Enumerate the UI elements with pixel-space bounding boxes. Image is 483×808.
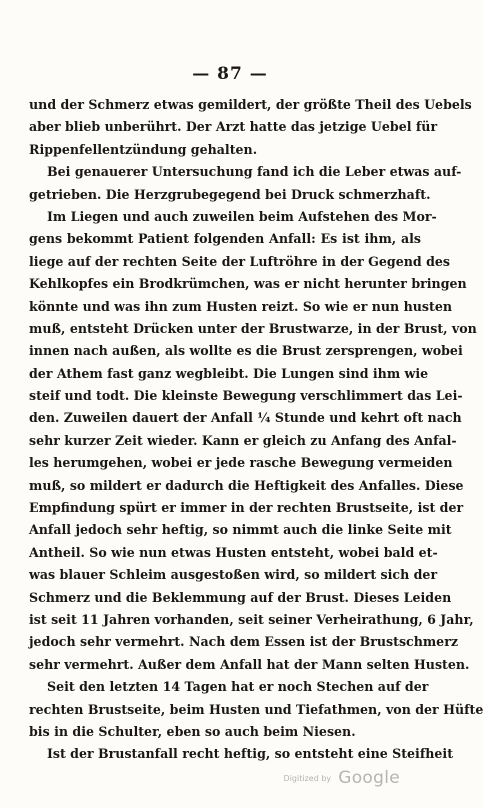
body-text <box>29 94 483 766</box>
text-line: Rippenfellentzündung gehalten. <box>29 141 258 157</box>
text-line: gens bekommt Patient folgenden Anfall: Es ist ihm, als <box>29 231 421 247</box>
text-line: aber blieb unberührt. Der Arzt hatte das jetzige Uebel für <box>29 119 438 135</box>
google-logo: Google <box>338 768 400 788</box>
text-line: steif und todt. Die kleinste Bewegung verschlimmert das Lei- <box>29 388 463 404</box>
text-line: getrieben. Die Herzgrubegegend bei Druck schmerzhaft. <box>29 186 431 202</box>
text-line: Antheil. So wie nun etwas Husten entsteht, wobei bald et- <box>29 544 438 560</box>
text-line: Seit den letzten 14 Tagen hat er noch Stechen auf der <box>47 679 429 695</box>
text-line: Empfindung spürt er immer in der rechten Brustseite, ist der <box>29 500 464 516</box>
text-line: Ist der Brustanfall recht heftig, so entsteht eine Steifheit <box>47 746 454 762</box>
page-number: — 87 — <box>192 64 268 84</box>
text-line: sehr kurzer Zeit wieder. Kann er gleich zu Anfang des Anfal- <box>29 432 457 448</box>
text-line: ist seit 11 Jahren vorhanden, seit seiner Verheirathung, 6 Jahr, <box>29 611 474 627</box>
text-line: muß, so mildert er dadurch die Heftigkeit des Anfalles. Diese <box>29 477 464 493</box>
text-line: den. Zuweilen dauert der Anfall ¼ Stunde und kehrt oft nach <box>29 410 462 426</box>
text-line: der Athem fast ganz wegbleibt. Die Lungen sind ihm wie <box>29 365 429 381</box>
text-line: les herumgehen, wobei er jede rasche Bewegung vermeiden <box>29 455 453 471</box>
text-line: was blauer Schleim ausgestoßen wird, so mildert sich der <box>29 567 438 583</box>
text-line: rechten Brustseite, beim Husten und Tiefathmen, von der Hüfte <box>29 701 483 717</box>
text-line: jedoch sehr vermehrt. Nach dem Essen ist der Brustschmerz <box>29 634 458 650</box>
watermark-prefix: Digitized by <box>283 774 332 783</box>
text-line: innen nach außen, als wollte es die Brust zersprengen, wobei <box>29 343 463 359</box>
text-line: liege auf der rechten Seite der Luftröhre in der Gegend des <box>29 253 450 269</box>
text-line: könnte und was ihn zum Husten reizt. So wie er nun husten <box>29 298 452 314</box>
text-line: Im Liegen und auch zuweilen beim Aufstehen des Mor- <box>47 208 437 224</box>
text-line: und der Schmerz etwas gemildert, der größte Theil des Uebels <box>29 97 472 112</box>
text-line: Schmerz und die Beklemmung auf der Brust. Dieses Leiden <box>29 589 452 605</box>
text-line: Bei genauerer Untersuchung fand ich die Leber etwas auf- <box>47 164 462 180</box>
text-line: Anfall jedoch sehr heftig, so nimmt auch die linke Seite mit <box>29 522 452 538</box>
text-line: bis in die Schulter, eben so auch beim Niesen. <box>29 723 356 739</box>
text-line: sehr vermehrt. Außer dem Anfall hat der Mann selten Husten. <box>29 656 470 672</box>
digitized-watermark <box>284 768 400 788</box>
text-line: muß, entsteht Drücken unter der Brustwarze, in der Brust, von <box>29 320 477 336</box>
text-line: Kehlkopfes ein Brodkrümchen, was er nicht herunter bringen <box>29 276 467 292</box>
